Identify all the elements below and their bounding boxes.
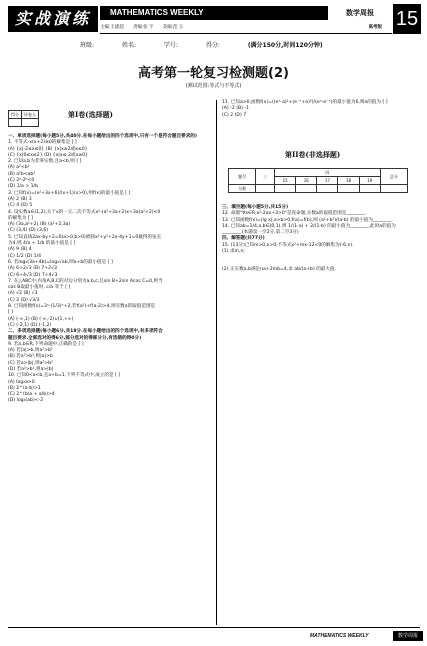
line-22: (C) 6+4√3 (D) 7+4√3: [8, 272, 58, 278]
student-info-row: [80, 40, 349, 49]
line-19: (C) 1/2 (D) 1/4: [8, 253, 42, 259]
table-head-3: 三: [256, 169, 275, 185]
q15-stem: 15. (13分)已知m>0,x>0,不等式x²+mx-12<0的解集为(-6,n).: [222, 242, 354, 248]
line-28: [ ]: [8, 310, 14, 316]
q15-part1: (1) 求m,n;: [222, 249, 245, 255]
line-25: (A) √2 (B) √3: [8, 291, 38, 297]
line-34: (A) 若|a|>b,则a²>b²: [8, 348, 53, 354]
line-21: (A) 6+2√3 (B) 7+2√3: [8, 266, 57, 272]
q11: 11. 已知a>0,函数f(x)=((eˣ-a)²+(e⁻ˣ+a)²)/(eˣ-e⁻ˣ)的最小值为6,则a的值为 [ ]: [222, 100, 388, 105]
line-27: 8. 已知函数f(x)=3ˣ-(1/3)ˣ+2,若f(a²)+f(a-2)>4,则实数a的取值范围是: [8, 304, 156, 310]
masthead: MATHEMATICS WEEKLY: [100, 6, 328, 20]
editor-art: 美编:范 玉: [162, 24, 184, 29]
edition-label: 高考版: [368, 24, 382, 29]
line-2: (A) {x|-2≤x≤0} (B) {x|x≥2或x≤0}: [8, 146, 88, 152]
table-head-total: 总分: [380, 169, 407, 185]
class-label: 班级:: [80, 42, 95, 49]
table-col-16: 16: [296, 177, 317, 185]
line-11: (C) 4 (D) 5: [8, 203, 33, 209]
footer-rule: [8, 627, 420, 628]
q11-options-2: (C) 2 (D) 7: [222, 112, 247, 118]
column-tag: 实战演练: [8, 6, 98, 32]
exam-note: (满分150分,时间120分钟): [247, 42, 323, 49]
line-18: (A) 9 (B) 4: [8, 247, 32, 253]
line-20: 6. 若log₂(3a+4b)=log₂√ab,则a+b的最小值是 [ ]: [8, 259, 113, 265]
line-9: 3. 已知f(x)=(x²+3x+6)/(x+1)(x>0),则f(x)的最小值是 [ ]: [8, 190, 131, 196]
question-list: [8, 134, 214, 405]
right-column: [222, 100, 420, 119]
line-32: 题目要求.全部选对的得6分,部分选对的得部分分,有选错的得0分): [8, 335, 142, 341]
line-30: (C) (-2,1) (D) (-1,2): [8, 322, 52, 328]
line-41: (C) 2^(b/a + a/b)>4: [8, 392, 55, 398]
page-title: 高考第一轮复习检测题(2): [138, 66, 289, 81]
fill-in-section: [222, 205, 420, 274]
line-38: 10. 已知0<a<b,且a+b=1,下列不等式中,成立的是 [ ]: [8, 373, 121, 379]
name-label: 姓名:: [121, 42, 136, 49]
line-6: (B) a²b<ab²: [8, 171, 36, 177]
score-box: [8, 110, 39, 127]
part2-title: 第II卷(非选择题): [285, 150, 341, 159]
line-31: 二、多项选择题(每小题6分,共18分.在每小题给出的四个选项中,有多项符合: [8, 329, 163, 335]
q12: 12. 命题"∀x∈R,x²-2ax+3>0"是真命题,实数a的取值范围是________.: [222, 211, 367, 217]
line-1: 1. 不等式-x(x+2)≥0的解集是 [ ]: [8, 140, 77, 146]
line-3: (C) {x|0≤x≤2} (D) {x|x≤-2或x≥0}: [8, 152, 89, 158]
line-12: 4. 设实数a∈(1,2),关于x的一元二次不等式x²-(a²+3a+2)x+3a(a²+2)<0: [8, 209, 161, 215]
brand-logo: 数学周报: [346, 8, 374, 17]
line-42: (D) log₂(ab)<-2: [8, 398, 44, 404]
line-15: (C) (3,4) (D) (3,6): [8, 228, 49, 234]
table-col-19: 19: [359, 177, 380, 185]
table-head-4: 四: [275, 169, 381, 177]
table-col-17: 17: [317, 177, 338, 185]
line-8: (D) 1/a > 1/b: [8, 184, 39, 190]
footer-brand: 数学周报: [393, 631, 423, 641]
line-14: (A) (3a,a²+2) (B) (a²+2,3a): [8, 222, 71, 228]
line-13: 的解集为 [ ]: [8, 215, 33, 221]
id-label: 学号:: [163, 42, 178, 49]
line-29: (A) (-∞,1) (B) (-∞,-2)∪(1,+∞): [8, 316, 74, 322]
table-col-18: 18: [338, 177, 359, 185]
table-row-score: 分数: [229, 185, 256, 193]
score-cell-label: 得分: [9, 111, 22, 119]
line-35: (B) 若a²>b²,则|a|>b: [8, 354, 53, 360]
line-26: (C) 2 (D) √3/3: [8, 297, 40, 303]
part1-title: 第I卷(选择题): [68, 110, 113, 119]
line-24: cos B取最小值时, c/a 等于 [ ]: [8, 285, 71, 291]
score-label: 得分:: [205, 42, 220, 49]
q14-line2: ________.(本题第一空2分,第二空3分): [222, 230, 299, 236]
line-39: (A) log₂a>0: [8, 379, 35, 385]
line-33: 9. 若a,b∈R,下列命题中,正确的是 [ ]: [8, 341, 84, 347]
section-heading: 一、单项选择题(每小题5分,共40分.在每小题给出的四个选项中,只有一个是符合题目要求的): [8, 134, 197, 139]
line-10: (A) 2 (B) 3: [8, 196, 32, 202]
issue-number: 15: [393, 4, 421, 34]
editor-line: [100, 24, 390, 30]
editor-duty: 责编:张 宇: [133, 24, 154, 29]
column-divider: [216, 100, 217, 625]
table-col-15: 15: [275, 177, 296, 185]
line-40: (B) 2^(a-b)>1: [8, 385, 41, 391]
line-36: (C) 若a>|b|,则a²>b²: [8, 360, 53, 366]
line-37: (D) 若a²>b²,则a>|b|: [8, 366, 54, 372]
q14-line1: 14. 已知ab=1/4,a,b∈(0,1),则 1/(1-a) + 2/(1-b) 的最小值为________,此时a的值为: [222, 223, 396, 229]
section4-heading: 四、解答题(共77分): [222, 236, 265, 242]
header-rule: [100, 33, 392, 34]
grader-cell-label: 评卷人: [22, 111, 39, 119]
score-table: [228, 168, 408, 193]
line-16: 5. 已知直线2ax-by+2=0(a>0,b>0)被圆x²+y²+2x-4y+1=0截得的弦长: [8, 234, 162, 240]
line-23: 7. 在△ABC中,内角A,B,C的对边分别为a,b,c,且sin B+2sin Acos C=0,则当: [8, 278, 163, 284]
line-4: 2. 已知a,b为非零实数,且a<b,则 [ ]: [8, 159, 82, 165]
q13: 13. 已知函数f(x)=|lg x|,a>b>0,f(a)=f(b),则 (a²+b²)/(a-b) 的最小值为________.: [222, 217, 393, 223]
q15-part2: (2) 正实数a,b满足na+2mb=4,求 ab/(a+b) 的最大值.: [222, 267, 337, 273]
footer-masthead: MATHEMATICS WEEKLY: [310, 633, 369, 639]
page-subtitle: (测试范围:等式与不等式): [185, 83, 242, 89]
editor-chief: 主编:王建超: [100, 24, 124, 29]
table-head-no: 题号: [229, 169, 256, 185]
section3-heading: 三、填空题(每小题5分,共15分): [222, 205, 289, 210]
line-17: 为4,则 4/a + 1/b 的最小值是 [ ]: [8, 241, 76, 247]
line-7: (C) 2ᵃ-2ᵇ<0: [8, 178, 35, 184]
line-5: (A) a²<b²: [8, 165, 30, 171]
q11-options-1: (A) -2 (B) -1: [222, 106, 250, 112]
